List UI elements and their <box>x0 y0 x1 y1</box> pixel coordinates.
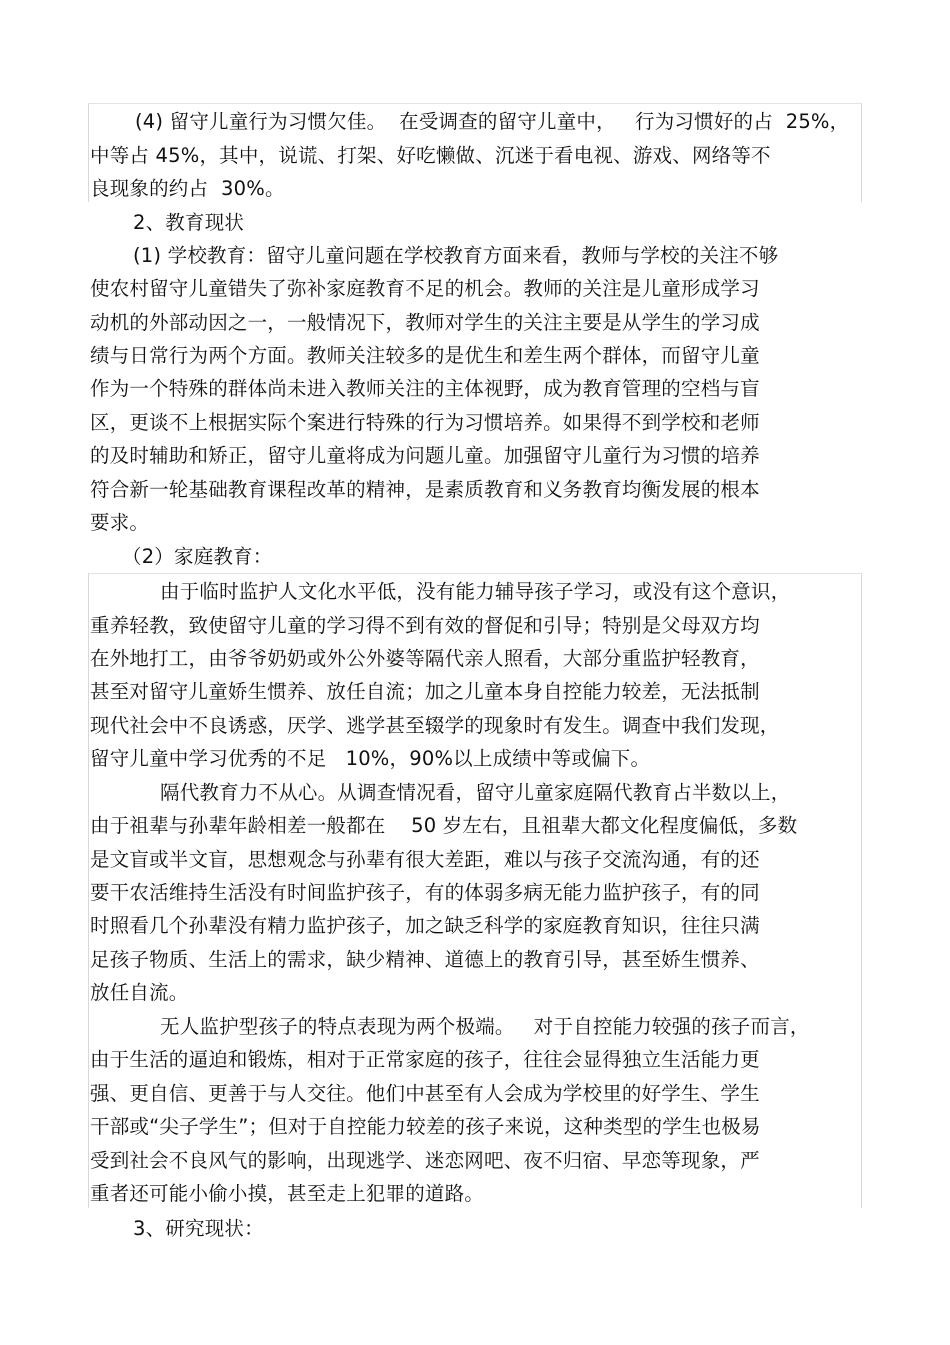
text-line: 区，更谈不上根据实际个案进行特殊的行为习惯培养。如果得不到学校和老师 <box>90 411 760 434</box>
text-line: 是文盲或半文盲，思想观念与孙辈有很大差距，难以与孩子交流沟通，有的还 <box>90 848 760 871</box>
text-line: 重者还可能小偷小摸，甚至走上犯罪的道路。 <box>90 1182 485 1205</box>
text-line: 由于临时监护人文化水平低，没有能力辅导孩子学习，或没有这个意识， <box>160 580 791 603</box>
text-line: 的及时辅助和矫正，留守儿童将成为问题儿童。加强留守儿童行为习惯的培养 <box>90 444 760 467</box>
text-line: 留守儿童中学习优秀的不足 10%，90%以上成绩中等或偏下。 <box>90 747 651 770</box>
section-heading: 3、研究现状： <box>133 1217 264 1240</box>
section-heading: （2）家庭教育： <box>122 545 273 568</box>
text-line: 无人监护型孩子的特点表现为两个极端。 对于自控能力较强的孩子而言， <box>160 1015 810 1038</box>
text-line: 隔代教育力不从心。从调查情况看，留守儿童家庭隔代教育占半数以上， <box>160 781 791 804</box>
text-line: 现代社会中不良诱惑，厌学、逃学甚至辍学的现象时有发生。调查中我们发现， <box>90 714 780 737</box>
text-line: (4) 留守儿童行为习惯欠佳。 在受调查的留守儿童中， 行为习惯好的占 25%， <box>135 110 850 133</box>
text-line: 作为一个特殊的群体尚未进入教师关注的主体视野，成为教育管理的空档与盲 <box>90 377 760 400</box>
text-line: 放任自流。 <box>90 981 189 1004</box>
text-line: 绩与日常行为两个方面。教师关注较多的是优生和差生两个群体，而留守儿童 <box>90 344 760 367</box>
text-line: 动机的外部动因之一，一般情况下，教师对学生的关注主要是从学生的学习成 <box>90 311 760 334</box>
text-line: 要求。 <box>90 511 150 534</box>
text-line: 干部或“尖子学生”；但对于自控能力较差的孩子来说，这种类型的学生也极易 <box>90 1115 761 1138</box>
text-line: 时照看几个孙辈没有精力监护孩子，加之缺乏科学的家庭教育知识，往往只满 <box>90 914 760 937</box>
text-line: 由于祖辈与孙辈年龄相差一般都在 50 岁左右，且祖辈大都文化程度偏低，多数 <box>90 814 798 837</box>
text-line: 由于生活的逼迫和锻炼，相对于正常家庭的孩子，往往会显得独立生活能力更 <box>90 1048 760 1071</box>
text-line: (1) 学校教育：留守儿童问题在学校教育方面来看，教师与学校的关注不够 <box>133 244 779 267</box>
text-line: 要干农活维持生活没有时间监护孩子，有的体弱多病无能力监护孩子，有的同 <box>90 881 760 904</box>
text-line: 甚至对留守儿童娇生惯养、放任自流；加之儿童本身自控能力较差，无法抵制 <box>90 680 760 703</box>
text-line: 中等占 45%，其中，说谎、打架、好吃懒做、沉迷于看电视、游戏、网络等不 <box>90 144 771 167</box>
text-line: 足孩子物质、生活上的需求，缺少精神、道德上的教育引导，甚至娇生惯养、 <box>90 948 760 971</box>
text-line: 良现象的约占 30%。 <box>90 177 285 200</box>
section-heading: 2、教育现状 <box>133 211 245 234</box>
text-line: 重养轻教，致使留守儿童的学习得不到有效的督促和引导；特别是父母双方均 <box>90 614 760 637</box>
text-line: 在外地打工，由爷爷奶奶或外公外婆等隔代亲人照看，大部分重监护轻教育， <box>90 647 760 670</box>
text-line: 使农村留守儿童错失了弥补家庭教育不足的机会。教师的关注是儿童形成学习 <box>90 277 760 300</box>
text-line: 受到社会不良风气的影响，出现逃学、迷恋网吧、夜不归宿、早恋等现象，严 <box>90 1149 760 1172</box>
text-line: 强、更自信、更善于与人交往。他们中甚至有人会成为学校里的好学生、学生 <box>90 1082 760 1105</box>
text-line: 符合新一轮基础教育课程改革的精神，是素质教育和义务教育均衡发展的根本 <box>90 478 760 501</box>
